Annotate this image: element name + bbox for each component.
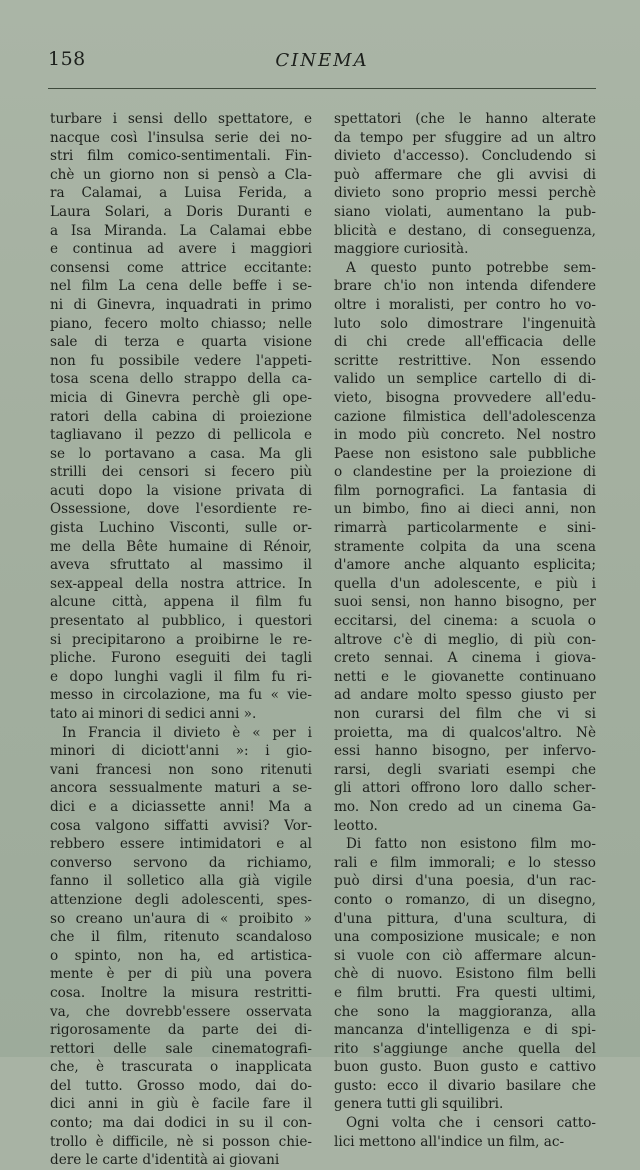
- text-line: Ogni volta che i censori catto-: [346, 1115, 596, 1132]
- text-line: converso servono da richiamo,: [50, 854, 312, 871]
- running-title: CINEMA: [275, 50, 369, 71]
- text-line: del tutto. Grosso modo, dai do-: [50, 1077, 312, 1094]
- paragraph: [334, 835, 596, 1114]
- text-line: cosa valgono siffatti avvisi? Vor-: [50, 817, 312, 834]
- text-line: cosa. Inoltre la misura restritti-: [50, 984, 312, 1001]
- text-line: eccitarsi, del cinema: a scuola o: [334, 613, 596, 630]
- text-line: rigorosamente da parte dei di-: [50, 1022, 312, 1039]
- text-line: si vuole con ciò affermare alcun-: [334, 947, 596, 964]
- text-line: so creano un'aura di « proibito »: [50, 910, 312, 927]
- text-line: me della Bête humaine di Rénoir,: [50, 538, 312, 555]
- text-line: stri film comico-sentimentali. Fin-: [50, 148, 312, 165]
- text-line: a Isa Miranda. La Calamai ebbe: [50, 222, 312, 239]
- text-line: gusto: ecco il divario basilare che: [334, 1077, 596, 1094]
- text-line: rebbero essere intimidatori e al: [50, 836, 312, 853]
- text-line: in modo più concreto. Nel nostro: [334, 427, 596, 444]
- text-line: Paese non esistono sale pubbliche: [334, 445, 596, 462]
- paragraph: [334, 1114, 596, 1151]
- text-line: brare ch'io non intenda difendere: [334, 278, 596, 295]
- text-line: rimarrà particolarmente e sini-: [334, 520, 596, 537]
- text-line: A questo punto potrebbe sem-: [346, 259, 596, 276]
- text-line: chè un giorno non si pensò a Cla-: [50, 166, 312, 183]
- text-line: film pornografici. La fantasia di: [334, 482, 596, 499]
- text-line: proietta, ma di qualcos'altro. Nè: [334, 724, 596, 741]
- text-line: ra Calamai, a Luisa Ferida, a: [50, 185, 312, 202]
- text-line: maggiore curiosità.: [334, 241, 469, 258]
- text-line: una composizione musicale; e non: [334, 929, 596, 946]
- text-line: rali e film immorali; e lo stesso: [334, 854, 596, 871]
- text-line: Di fatto non esistono film mo-: [346, 836, 596, 853]
- text-line: luto solo dimostrare l'ingenuità: [334, 315, 596, 332]
- text-line: fanno il solletico alla già vigile: [50, 873, 312, 890]
- text-line: non fu possibile vedere l'appeti-: [50, 352, 312, 369]
- text-line: vani francesi non sono ritenuti: [50, 761, 312, 778]
- text-line: buon gusto. Buon gusto e cattivo: [334, 1059, 596, 1076]
- text-line: sale di terza e quarta visione: [50, 334, 312, 351]
- text-line: tagliavano il pezzo di pellicola e: [50, 427, 312, 444]
- page-header: [48, 48, 596, 89]
- text-line: divieto d'accesso). Concludendo si: [334, 148, 596, 165]
- text-line: tosa scena dello strappo della ca-: [50, 371, 312, 388]
- text-line: siano violati, aumentano la pub-: [334, 203, 596, 220]
- paragraph: [334, 110, 596, 259]
- text-line: se lo portavano a casa. Ma gli: [50, 445, 312, 462]
- text-line: Laura Solari, a Doris Duranti e: [50, 203, 312, 220]
- text-line: stramente colpita da una scena: [334, 538, 596, 555]
- text-line: lici mettono all'indice un film, ac-: [334, 1133, 565, 1150]
- text-line: o clandestine per la proiezione di: [334, 464, 596, 481]
- paragraph: [50, 724, 312, 1170]
- text-line: leotto.: [334, 817, 378, 834]
- text-line: scritte restrittive. Non essendo: [334, 352, 596, 369]
- text-line: tato ai minori di sedici anni ».: [50, 706, 257, 722]
- text-line: suoi sensi, non hanno bisogno, per: [334, 594, 596, 611]
- text-line: genera tutti gli squilibri.: [334, 1096, 504, 1113]
- text-line: e dopo lunghi vagli il film fu ri-: [50, 668, 312, 685]
- paragraph: [50, 110, 312, 724]
- text-line: cazione filmistica dell'adolescenza: [334, 408, 596, 425]
- text-line: mo. Non credo ad un cinema Ga-: [334, 798, 596, 815]
- text-line: di chi crede all'efficacia delle: [334, 334, 596, 351]
- text-line: strilli dei censori si fecero più: [50, 464, 312, 481]
- text-line: turbare i sensi dello spettatore, e: [50, 111, 312, 127]
- text-line: alcune città, appena il film fu: [50, 594, 312, 611]
- text-line: conto o romanzo, di un disegno,: [334, 891, 596, 908]
- text-line: e continua ad avere i maggiori: [50, 241, 312, 258]
- page-number: 158: [48, 48, 86, 70]
- text-line: d'una pittura, d'una scultura, di: [334, 910, 596, 927]
- text-line: ratori della cabina di proiezione: [50, 408, 312, 425]
- text-column-right: [334, 110, 596, 1151]
- text-line: sex-appeal della nostra attrice. In: [50, 575, 312, 592]
- text-line: micia di Ginevra perchè gli ope-: [50, 389, 312, 406]
- text-line: ni di Ginevra, inquadrati in primo: [50, 296, 312, 313]
- text-line: ancora sessualmente maturi a se-: [50, 780, 312, 797]
- text-line: conto; ma dai dodici in su il con-: [50, 1115, 312, 1132]
- text-line: netti e le giovanette continuano: [334, 668, 596, 685]
- text-line: consensi come attrice eccitante:: [50, 259, 312, 276]
- text-line: può dirsi d'una poesia, d'un rac-: [334, 873, 596, 890]
- text-line: oltre i moralisti, per contro ho vo-: [334, 296, 596, 313]
- text-line: si precipitarono a proibirne le re-: [50, 631, 312, 648]
- text-line: aveva sfruttato al massimo il: [50, 557, 312, 574]
- text-line: o spinto, non ha, ed artistica-: [50, 947, 312, 964]
- text-line: quella d'un adolescente, e più i: [334, 575, 596, 592]
- text-line: gista Luchino Visconti, sulle or-: [50, 520, 312, 537]
- text-line: chè di nuovo. Esistono film belli: [334, 966, 596, 983]
- text-line: divieto sono proprio messi perchè: [334, 185, 596, 202]
- text-line: che il film, ritenuto scandaloso: [50, 929, 312, 946]
- text-line: va, che dovrebb'essere osservata: [50, 1003, 312, 1020]
- text-line: gli attori offrono loro dallo scher-: [334, 780, 596, 797]
- text-line: presentato al pubblico, i questori: [50, 613, 312, 630]
- text-line: mente è per di più una povera: [50, 966, 312, 983]
- text-line: blicità e destano, di conseguenza,: [334, 222, 596, 239]
- text-line: ad andare molto spesso giusto per: [334, 687, 596, 704]
- text-line: altrove c'è di meglio, di più con-: [334, 631, 596, 648]
- text-line: può affermare che gli avvisi di: [334, 166, 596, 183]
- text-line: un bimbo, fino ai dieci anni, non: [334, 501, 596, 518]
- text-line: essi hanno bisogno, per infervo-: [334, 743, 596, 760]
- text-line: pliche. Furono eseguiti dei tagli: [50, 650, 312, 667]
- text-line: che sono la maggioranza, alla: [334, 1003, 596, 1020]
- text-line: che, è trascurata o inapplicata: [50, 1059, 312, 1076]
- text-line: rito s'aggiunge anche quella del: [334, 1040, 596, 1057]
- text-line: valido un semplice cartello di di-: [334, 371, 596, 388]
- text-line: mancanza d'intelligenza e di spi-: [334, 1022, 596, 1039]
- text-line: messo in circolazione, ma fu « vie-: [50, 687, 312, 704]
- text-line: e film brutti. Fra questi ultimi,: [334, 984, 596, 1001]
- text-line: attenzione degli adolescenti, spes-: [50, 891, 312, 908]
- text-line: vieto, bisogna provvedere all'edu-: [334, 389, 596, 406]
- text-line: trollo è difficile, nè si posson chie-: [50, 1133, 312, 1150]
- paragraph: [334, 259, 596, 835]
- text-line: non curarsi del film che vi si: [334, 706, 596, 722]
- text-line: acuti dopo la visione privata di: [50, 482, 312, 499]
- text-line: dere le carte d'identità ai giovani: [50, 1152, 280, 1169]
- text-line: dici anni in giù è facile fare il: [50, 1096, 312, 1113]
- text-column-left: [50, 110, 312, 1170]
- text-line: nacque così l'insulsa serie dei no-: [50, 129, 312, 146]
- text-line: piano, fecero molto chiasso; nelle: [50, 315, 312, 332]
- text-line: dici e a diciassette anni! Ma a: [50, 798, 312, 815]
- text-line: da tempo per sfuggire ad un altro: [334, 129, 596, 146]
- text-line: rarsi, degli svariati esempi che: [334, 761, 596, 778]
- text-line: creto sennai. A cinema i giova-: [334, 650, 596, 667]
- text-line: nel film La cena delle beffe i se-: [50, 278, 312, 295]
- text-line: minori di diciott'anni »: i gio-: [50, 743, 312, 760]
- text-line: Ossessione, dove l'esordiente re-: [50, 501, 312, 518]
- text-line: rettori delle sale cinematografi-: [50, 1040, 312, 1057]
- text-line: In Francia il divieto è « per i: [62, 724, 312, 741]
- text-line: spettatori (che le hanno alterate: [334, 111, 596, 127]
- text-line: d'amore anche alquanto esplicita;: [334, 557, 596, 574]
